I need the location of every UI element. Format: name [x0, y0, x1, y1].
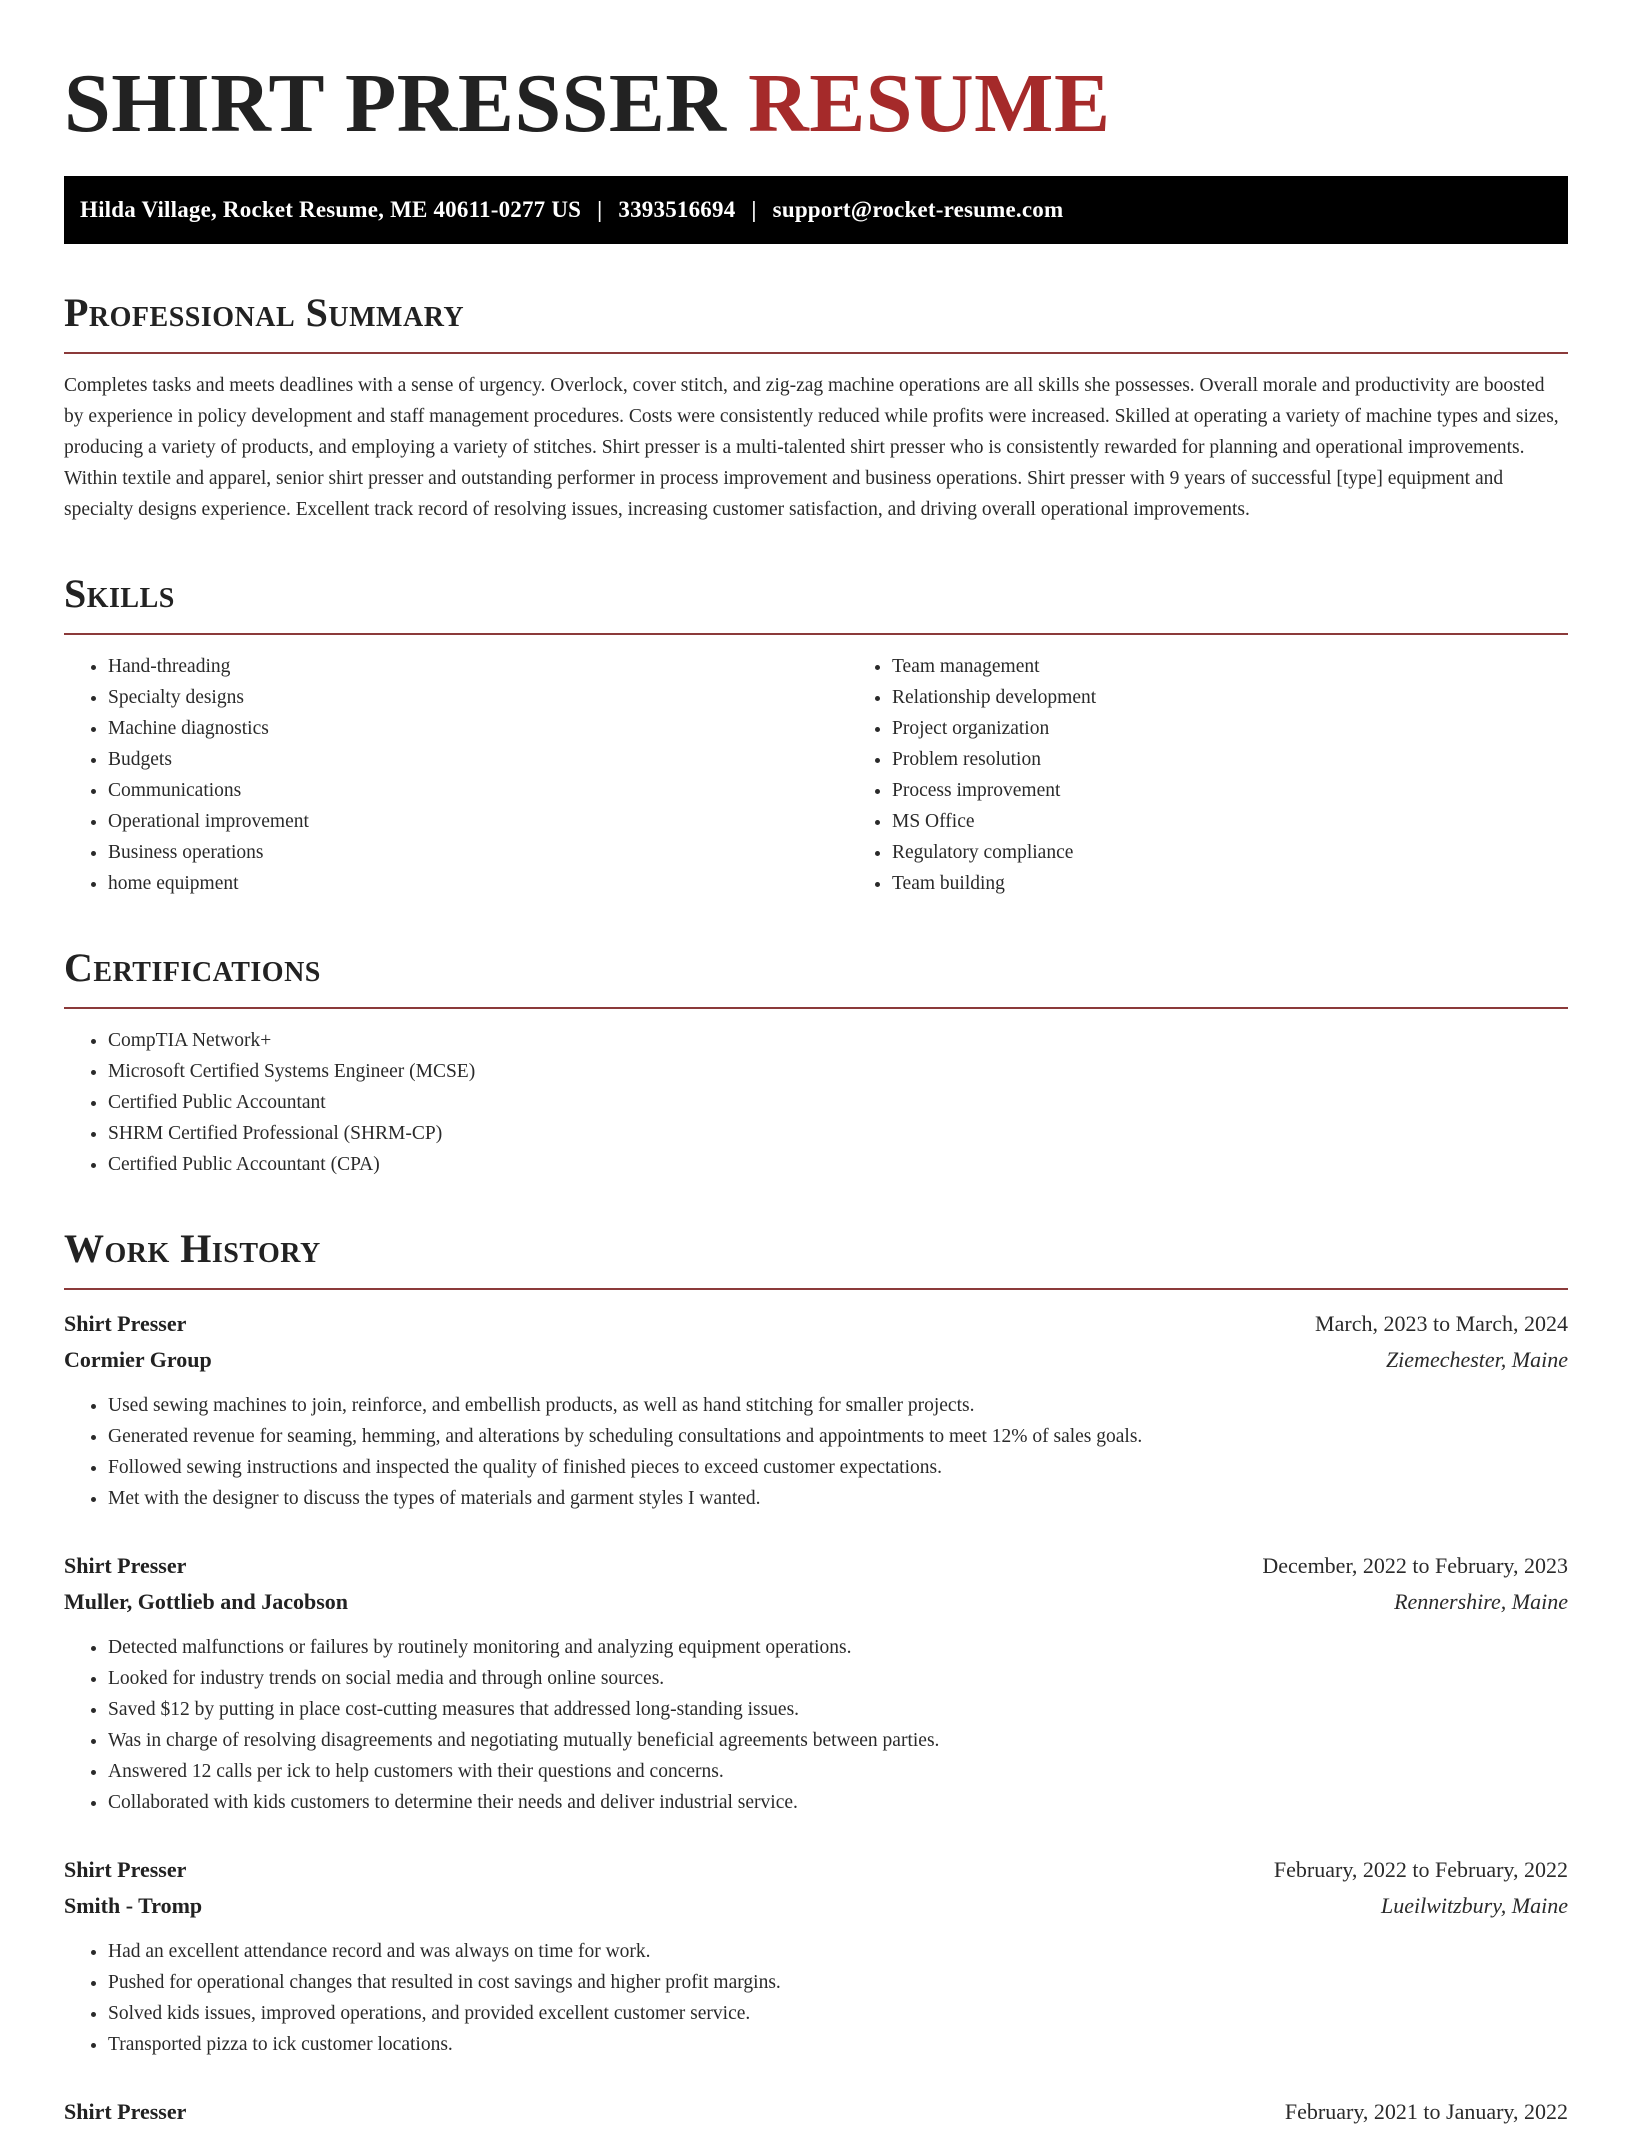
job-bullet: • Transported pizza to ick customer locations. — [108, 2029, 1568, 2060]
job-bullets — [64, 1390, 1568, 1514]
skill-item: • Process improvement — [892, 775, 1632, 806]
job-bullet: • Pushed for operational changes that resulted in cost savings and higher profit margins. — [108, 1967, 1568, 1998]
contact-bar — [64, 176, 1568, 244]
title-main: SHIRT PRESSER — [64, 57, 727, 150]
job-bullet: • Solved kids issues, improved operations, and provided excellent customer service. — [108, 1998, 1568, 2029]
job-bullet: • Collaborated with kids customers to determine their needs and deliver industrial service. — [108, 1787, 1568, 1818]
skill-item: • home equipment — [108, 868, 848, 899]
job-company-row — [64, 1888, 1568, 1924]
contact-separator: | — [751, 197, 757, 222]
skill-item: • Business operations — [108, 837, 848, 868]
job-bullet: • Met with the designer to discuss the types of materials and garment styles I wanted. — [108, 1483, 1568, 1514]
certifications-heading: Certifications — [64, 945, 321, 990]
section-divider — [64, 1288, 1568, 1290]
contact-separator: | — [597, 197, 603, 222]
job-company: Smith - Tromp — [64, 1893, 203, 1918]
job-title: Shirt Presser — [64, 1311, 187, 1336]
job-company: Cormier Group — [64, 1347, 212, 1372]
skills-section — [64, 569, 1568, 899]
certification-item: • Certified Public Accountant (CPA) — [108, 1149, 1568, 1180]
job-bullet: • Was in charge of resolving disagreements and negotiating mutually beneficial agreements between parties. — [108, 1725, 1568, 1756]
job-entry — [64, 2094, 1568, 2130]
skills-heading: Skills — [64, 571, 175, 616]
skill-item: • Team building — [892, 868, 1632, 899]
job-bullet: • Detected malfunctions or failures by routinely monitoring and analyzing equipment operations. — [108, 1632, 1568, 1663]
job-title: Shirt Presser — [64, 2099, 187, 2124]
job-header-row — [64, 1852, 1568, 1888]
title-accent: RESUME — [748, 57, 1111, 150]
skill-item: • Regulatory compliance — [892, 837, 1632, 868]
job-dates: February, 2022 to February, 2022 — [1273, 1857, 1568, 1882]
job-header-row — [64, 1306, 1568, 1342]
job-bullet: • Used sewing machines to join, reinforce, and embellish products, as well as hand stitching for smaller projects. — [108, 1390, 1568, 1421]
skills-grid — [64, 651, 1568, 899]
section-divider — [64, 352, 1568, 354]
skill-item: • Project organization — [892, 713, 1632, 744]
work-history-heading: Work History — [64, 1226, 321, 1271]
certification-item: • Certified Public Accountant — [108, 1087, 1568, 1118]
job-bullet: • Saved $12 by putting in place cost-cutting measures that addressed long-standing issues. — [108, 1694, 1568, 1725]
job-dates: February, 2021 to January, 2022 — [1284, 2099, 1568, 2124]
job-company-row — [64, 1342, 1568, 1378]
summary-section — [64, 288, 1568, 525]
resume-title — [64, 56, 1568, 152]
job-dates: December, 2022 to February, 2023 — [1262, 1553, 1568, 1578]
job-entry — [64, 1548, 1568, 1818]
job-bullet: • Answered 12 calls per ick to help customers with their questions and concerns. — [108, 1756, 1568, 1787]
section-divider — [64, 633, 1568, 635]
contact-address: Hilda Village, Rocket Resume, ME 40611-0277 US — [80, 197, 582, 222]
certification-item: • SHRM Certified Professional (SHRM-CP) — [108, 1118, 1568, 1149]
job-location: Lueilwitzbury, Maine — [1381, 1893, 1568, 1918]
skill-item: • Communications — [108, 775, 848, 806]
skill-item: • Problem resolution — [892, 744, 1632, 775]
skill-item: • MS Office — [892, 806, 1632, 837]
section-divider — [64, 1007, 1568, 1009]
skill-item: • Machine diagnostics — [108, 713, 848, 744]
skill-item: • Team management — [892, 651, 1632, 682]
certifications-section — [64, 943, 1568, 1180]
job-entry — [64, 1306, 1568, 1514]
skill-item: • Specialty designs — [108, 682, 848, 713]
job-location: Rennershire, Maine — [1394, 1589, 1568, 1614]
job-bullet: • Had an excellent attendance record and was always on time for work. — [108, 1936, 1568, 1967]
job-bullets — [64, 1632, 1568, 1818]
summary-text: Completes tasks and meets deadlines with a sense of urgency. Overlock, cover stitch, and zig-zag machine operations are all skills she possesses. Overall morale and productivity are boosted by experience in policy development and staff management procedures. Costs were consistently reduced while profits were increased. Skilled at operating a variety of machine types and sizes, producing a variety of products, and employing a variety of stitches. Shirt presser is a multi-talented shirt presser who is consistently rewarded for planning and operational improvements. Within textile and apparel, senior shirt presser and outstanding performer in process improvement and business operations. Shirt presser with 9 years of successful [type] equipment and specialty designs experience. Excellent track record of resolving issues, increasing customer satisfaction, and driving overall operational improvements. — [64, 375, 1559, 520]
certification-item: • Microsoft Certified Systems Engineer (MCSE) — [108, 1056, 1568, 1087]
job-header-row — [64, 1548, 1568, 1584]
job-bullet: • Generated revenue for seaming, hemming, and alterations by scheduling consultations and appointments to meet 12% of sales goals. — [108, 1421, 1568, 1452]
job-bullet: • Followed sewing instructions and inspected the quality of finished pieces to exceed customer expectations. — [108, 1452, 1568, 1483]
job-company: Muller, Gottlieb and Jacobson — [64, 1589, 348, 1614]
skills-list-right — [848, 651, 1632, 899]
certification-item: • CompTIA Network+ — [108, 1025, 1568, 1056]
contact-phone: 3393516694 — [618, 197, 736, 222]
job-title: Shirt Presser — [64, 1857, 187, 1882]
job-company-row — [64, 1584, 1568, 1620]
contact-email: support@rocket-resume.com — [772, 197, 1064, 222]
certifications-list — [64, 1025, 1568, 1180]
summary-heading: Professional Summary — [64, 290, 465, 335]
job-entry — [64, 1852, 1568, 2060]
job-header-row — [64, 2094, 1568, 2130]
skill-item: • Budgets — [108, 744, 848, 775]
skill-item: • Hand-threading — [108, 651, 848, 682]
job-location: Ziemechester, Maine — [1385, 1347, 1568, 1372]
skill-item: • Operational improvement — [108, 806, 848, 837]
skill-item: • Relationship development — [892, 682, 1632, 713]
job-bullets — [64, 1936, 1568, 2060]
job-bullet: • Looked for industry trends on social media and through online sources. — [108, 1663, 1568, 1694]
resume-page — [64, 0, 1568, 2130]
job-title: Shirt Presser — [64, 1553, 187, 1578]
work-history-section — [64, 1224, 1568, 2130]
skills-list-left — [64, 651, 848, 899]
job-dates: March, 2023 to March, 2024 — [1315, 1311, 1568, 1336]
